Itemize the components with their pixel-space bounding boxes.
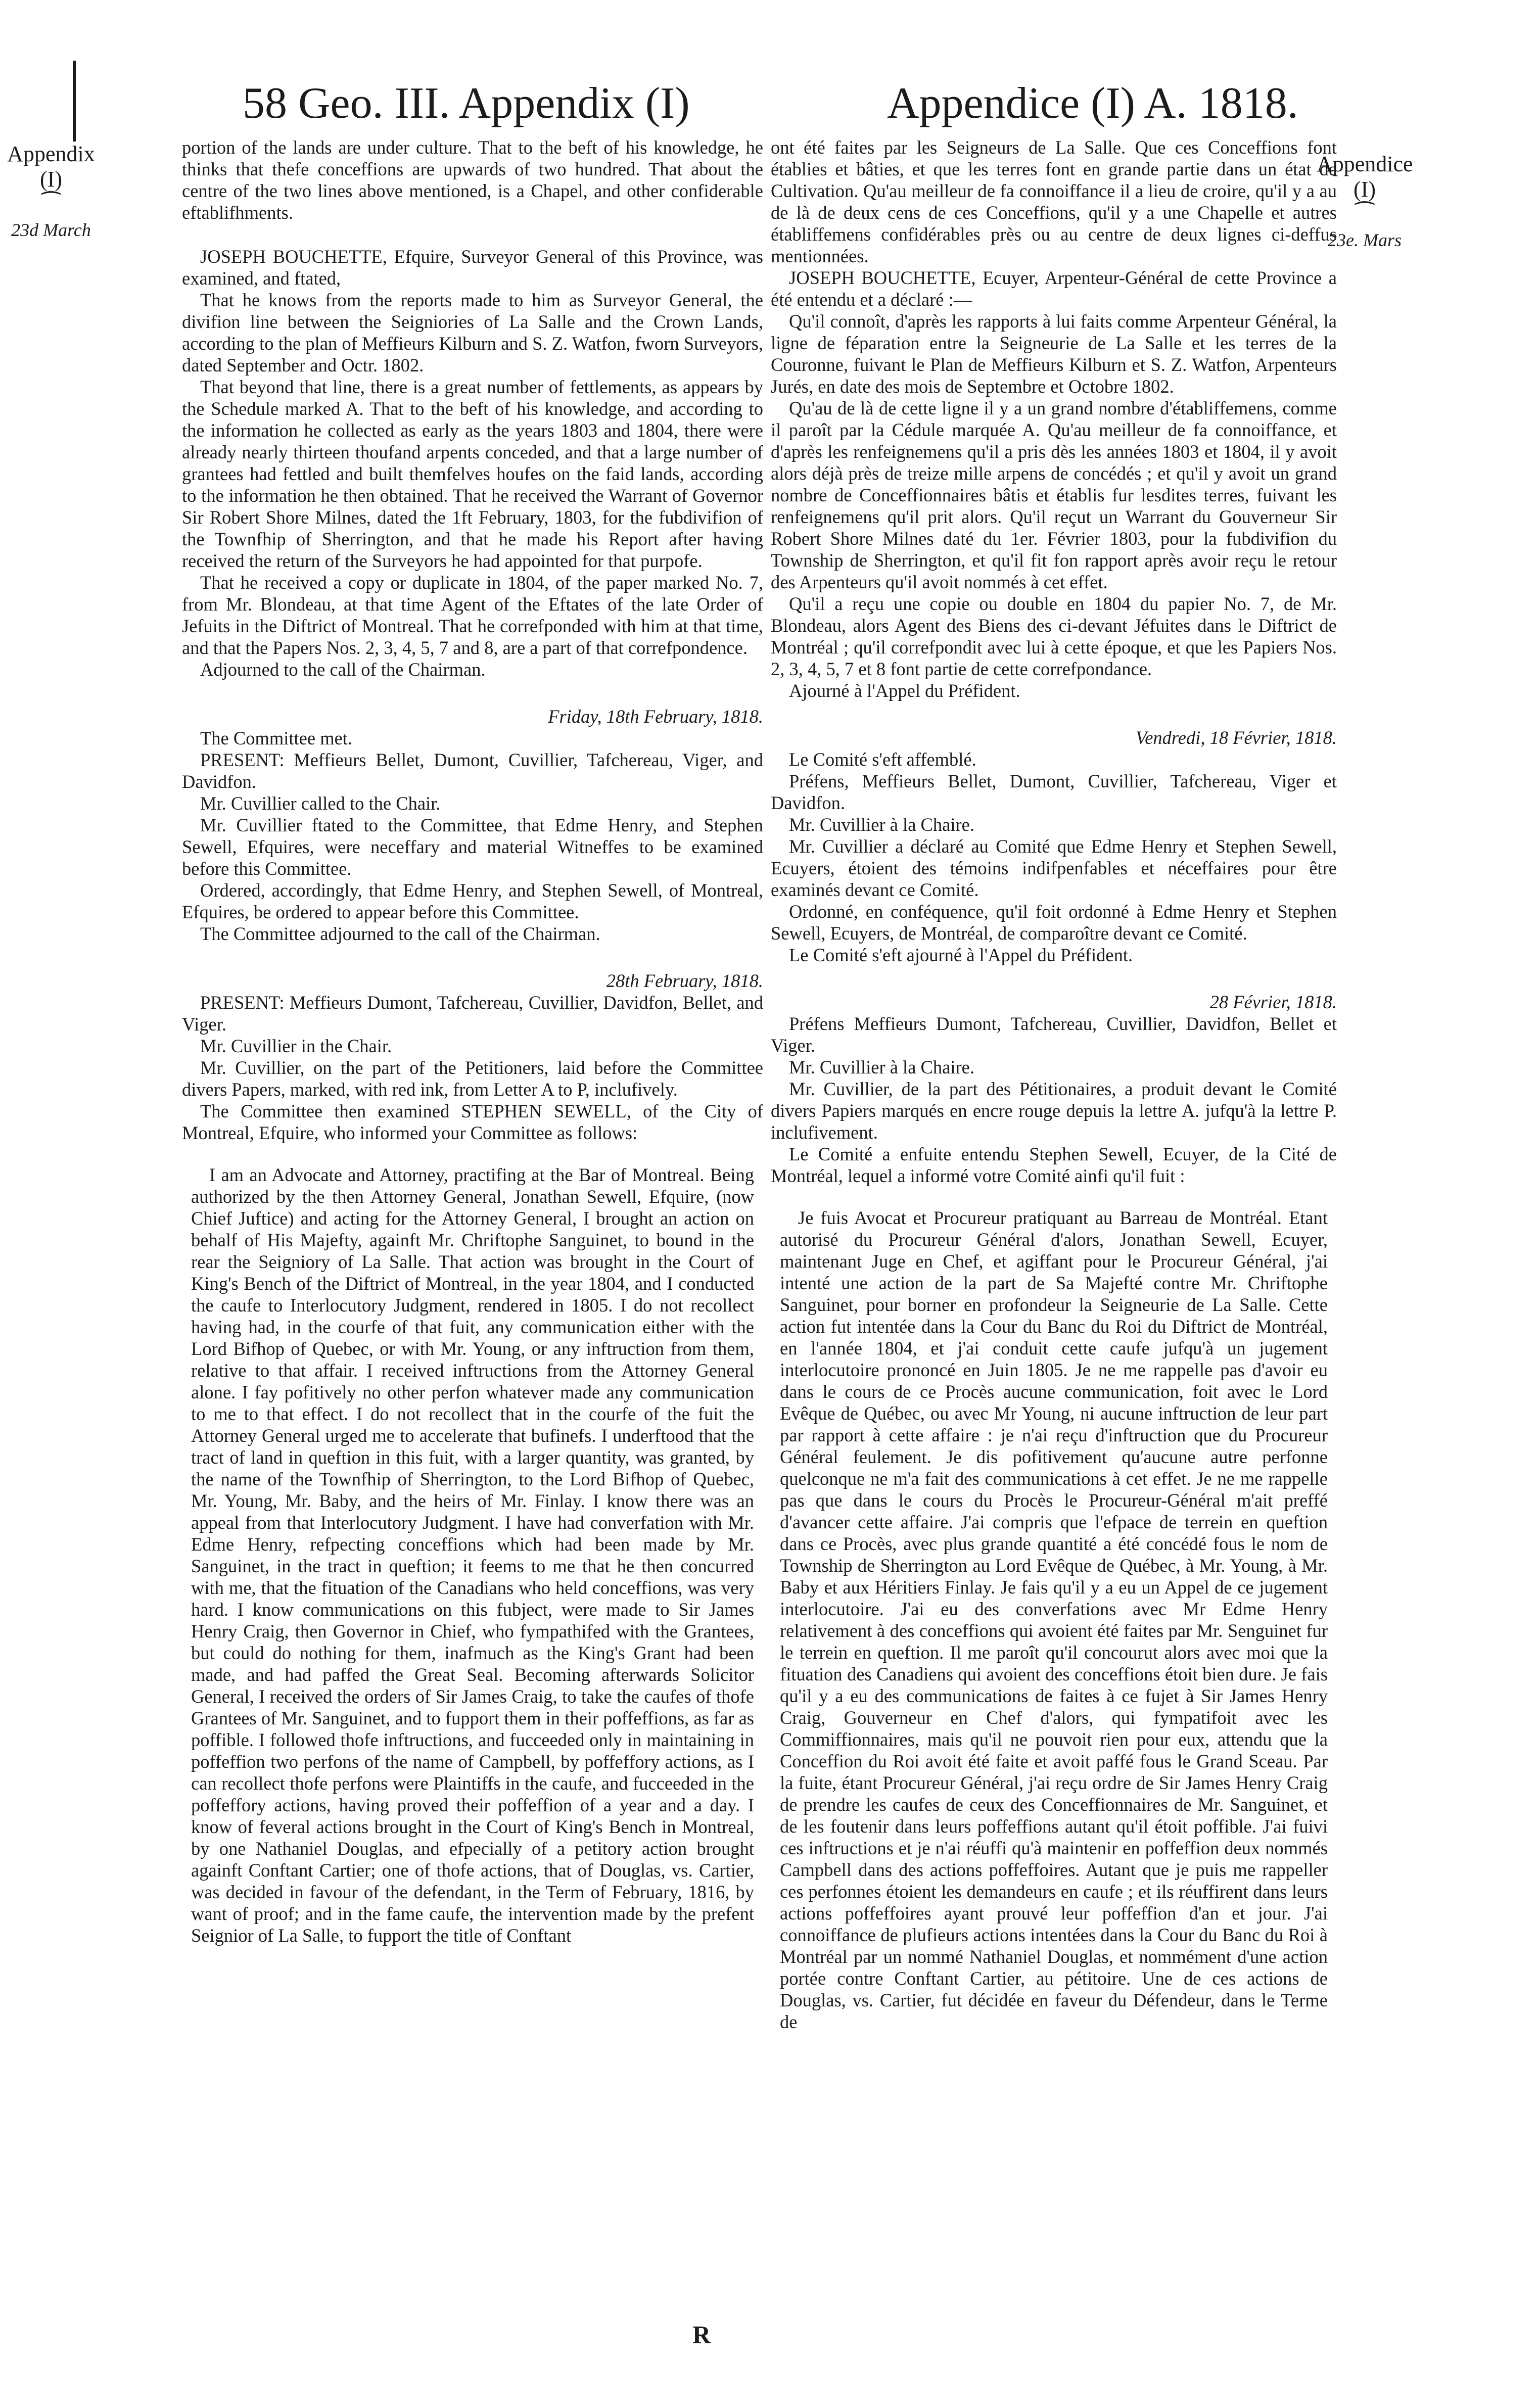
- margin-label: Appendice: [1317, 152, 1413, 176]
- sitting-date: Vendredi, 18 Février, 1818.: [1135, 727, 1337, 748]
- paragraph: Ajourné à l'Appel du Préfident.: [789, 680, 1020, 701]
- paragraph: JOSEPH BOUCHETTE, Efquire, Surveyor General of this Province, was examined, and ftated,: [182, 246, 763, 289]
- paragraph: Qu'au de là de cette ligne il y a un grand nombre d'établiffemens, comme il paroît par la Cédule marquée A. Qu'au meilleur de fa connoiffance, et d'après les renfeignemens qu'il a pris dès les années 1803 et 1804, il y avoit alors déjà près de treize mille arpens de concédés ; et qu'il y avoit un grand nombre de Conceffionnaires bâtis et établis fur lesdites terres, fuivant les renfeignemens qu'il prit alors. Qu'il reçut un Warrant du Gouverneur Sir Robert Shore Milnes daté du 1er. Février 1803, pour la fubdivifion du Township de Sherrington, et qu'il fit fon rapport après avoir reçu le retour des Arpenteurs qu'il avoit nommés à cet effet.: [771, 398, 1337, 592]
- margin-date: 23e. Mars: [1328, 230, 1402, 250]
- paragraph: The Committee met.: [200, 728, 353, 748]
- margin-sub: (I): [40, 167, 62, 192]
- paragraph: Mr. Cuvillier in the Chair.: [200, 1036, 392, 1056]
- paragraph: Préfens Meffieurs Dumont, Tafchereau, Cuvillier, Davidfon, Bellet et Viger.: [771, 1013, 1337, 1056]
- witness-statement: I am an Advocate and Attorney, practifing at the Bar of Montreal. Being authorized by the then Attorney General, Jonathan Sewell, Efquire, (now Chief Juftice) and acting for the Attorney General, I brought an action on behalf of His Majefty, againft Mr. Chriftophe Sanguinet, to bound in the rear the Seigniory of La Salle. That action was brought in the Court of King's Bench of the Diftrict of Montreal, in the year 1804, and I conducted the caufe to Interlocutory Judgment, rendered in 1805. I do not recollect having had, in the courfe of that fuit, any communication either with the Lord Bifhop of Quebec, or with Mr. Young, or any inftruction from them, relative to that affair. I received inftructions from the Attorney General alone. I fay pofitively no other perfon whatever made any communication to me to that effect. I do not recollect that in the courfe of the fuit the Attorney General urged me to accelerate that bufinefs. I underftood that the tract of land in queftion in this fuit, with a larger quantity, was granted, by the name of the Townfhip of Sherrington, to the Lord Bifhop of Quebec, Mr. Young, Mr. Baby, and the heirs of Mr. Finlay. I know there was an appeal from that Interlocutory Judgment. I have had converfation with Mr. Edme Henry, refpecting conceffions which had been made by Mr. Sanguinet, in the tract in queftion; it feems to me that he then concurred with me, that the fituation of the Canadians who held conceffions, was very hard. I know communications on this fubject, were made to Sir James Henry Craig, then Governor in Chief, who fympathifed with the Grantees, but could do nothing for them, inafmuch as the King's Grant had been made, and had paffed the Great Seal. Becoming afterwards Solicitor General, I received the orders of Sir James Craig, to take the caufes of thofe Grantees of Mr. Sanguinet, and to fupport them in their poffeffions, as far as poffible. I followed thofe inftructions, and fucceeded only in maintaining in poffeffion two perfons of the name of Campbell, by poffeffory actions, as I can recollect thofe perfons were Plaintiffs in the caufe, and fucceeded in the poffeffory actions, having proved their poffeffion of a year and a day. I know of feveral actions brought in the Court of King's Bench in Montreal, by one Nathaniel Douglas, and efpecially of a petitory action brought againft Conftant Cartier; one of thofe actions, that of Douglas, vs. Cartier, was decided in favour of the defendant, in the Term of February, 1816, by want of proof; and in the fame caufe, the intervention made by the prefent Seignior of La Salle, to fupport the title of Conftant: [191, 1164, 754, 1946]
- paragraph: Mr. Cuvillier, on the part of the Petitioners, laid before the Committee divers Papers, marked, with red ink, from Letter A to P, inclufively.: [182, 1057, 763, 1100]
- margin-flourish: ⁀: [42, 192, 60, 217]
- paragraph: Le Comité a enfuite entendu Stephen Sewell, Ecuyer, de la Cité de Montréal, lequel a informé votre Comité ainfi qu'il fuit :: [771, 1144, 1337, 1186]
- paragraph: ont été faites par les Seigneurs de La Salle. Que ces Conceffions font établies et bâties, et que les terres font en grande partie dans un état de Cultivation. Qu'au meilleur de fa connoiffance il a lieu de croire, qu'il y a au de là de deux cens de ces Conceffions, qu'il y a une Chapelle et autres établiffemens confidérables près ou au centre de deux lignes ci-deffus mentionnées.: [771, 137, 1337, 266]
- margin-rule: [73, 61, 76, 142]
- paragraph: Le Comité s'eft ajourné à l'Appel du Préfident.: [789, 945, 1133, 965]
- margin-note-english: [3, 142, 99, 243]
- sitting-date: 28th February, 1818.: [606, 970, 763, 991]
- paragraph: Le Comité s'eft affemblé.: [789, 749, 976, 770]
- paragraph: PRESENT: Meffieurs Bellet, Dumont, Cuvillier, Tafchereau, Viger, and Davidfon.: [182, 749, 763, 792]
- paragraph: Préfens, Meffieurs Bellet, Dumont, Cuvillier, Tafchereau, Viger et Davidfon.: [771, 771, 1337, 813]
- paragraph: Qu'il a reçu une copie ou double en 1804 du papier No. 7, de Mr. Blondeau, alors Agent des Biens des ci-devant Jéfuites dans le Diftrict de Montréal ; qu'il correfpondit avec lui à cette époque, et que les Papiers Nos. 2, 3, 4, 5, 7 et 8 font partie de cette correfpondance.: [771, 593, 1337, 679]
- french-column: [771, 136, 1337, 2033]
- paragraph: Mr. Cuvillier ftated to the Committee, that Edme Henry, and Stephen Sewell, Efquires, were neceffary and material Witneffes to be examined before this Committee.: [182, 815, 763, 879]
- paragraph: Mr. Cuvillier à la Chaire.: [789, 1057, 974, 1077]
- paragraph: PRESENT: Meffieurs Dumont, Tafchereau, Cuvillier, Davidfon, Bellet, and Viger.: [182, 992, 763, 1035]
- paragraph: The Committee then examined STEPHEN SEWELL, of the City of Montreal, Efquire, who informed your Committee as follows:: [182, 1101, 763, 1143]
- margin-date: 23d March: [11, 220, 91, 240]
- paragraph: That beyond that line, there is a great number of fettlements, as appears by the Schedule marked A. That to the beft of his knowledge, and according to the information he collected as early as the years 1803 and 1804, there were already nearly thirteen thoufand arpents conceded, and that a large number of grantees had fettled and built themfelves houfes on the faid lands, according to the information he then obtained. That he received the Warrant of Governor Sir Robert Shore Milnes, dated the 1ft February, 1803, for the fubdivifion of the Townfhip of Sherrington, and that he made his Report after having received the return of the Surveyors he had appointed for that purpofe.: [182, 377, 763, 571]
- paragraph: JOSEPH BOUCHETTE, Ecuyer, Arpenteur-Général de cette Province a été entendu et a déclaré :—: [771, 267, 1337, 310]
- sitting-date: Friday, 18th February, 1818.: [548, 706, 763, 727]
- paragraph: Qu'il connoît, d'après les rapports à lui faits comme Arpenteur Général, la ligne de féparation entre la Seigneurie de La Salle et les terres de la Couronne, fuivant le Plan de Meffieurs Kilburn et S. Z. Watfon, Arpenteurs Jurés, en date des mois de Septembre et Octobre 1802.: [771, 311, 1337, 397]
- paragraph: The Committee adjourned to the call of the Chairman.: [200, 923, 600, 944]
- english-column: [182, 136, 763, 1946]
- paragraph: portion of the lands are under culture. That to the beft of his knowledge, he thinks that thefe conceffions are upwards of two hundred. That about the centre of the two lines above mentioned, is a Chapel, and other confiderable eftablifhments.: [182, 137, 763, 223]
- paragraph: Mr. Cuvillier à la Chaire.: [789, 814, 974, 835]
- margin-sub: (I): [1354, 177, 1376, 202]
- running-head-english: 58 Geo. III. Appendix (I): [243, 79, 690, 128]
- paragraph: Adjourned to the call of the Chairman.: [200, 659, 486, 680]
- paragraph: Ordered, accordingly, that Edme Henry, and Stephen Sewell, of Montreal, Efquires, be ordered to appear before this Committee.: [182, 880, 763, 922]
- sitting-date: 28 Février, 1818.: [1209, 992, 1337, 1012]
- running-head-french: Appendice (I) A. 1818.: [887, 79, 1298, 128]
- paragraph: That he received a copy or duplicate in 1804, of the paper marked No. 7, from Mr. Blondeau, at that time Agent of the Eftates of the late Order of Jefuits in the Diftrict of Montreal. That he correfponded with him at that time, and that the Papers Nos. 2, 3, 4, 5, 7 and 8, are a part of that correfpondence.: [182, 572, 763, 658]
- paragraph: That he knows from the reports made to him as Surveyor General, the divifion line between the Seigniories of La Salle and the Crown Lands, according to the plan of Meffieurs Kilburn and S. Z. Watfon, fworn Surveyors, dated September and Octr. 1802.: [182, 290, 763, 376]
- margin-label: Appendix: [7, 142, 95, 166]
- catchword: R: [692, 2320, 711, 2349]
- paragraph: Mr. Cuvillier called to the Chair.: [200, 793, 441, 814]
- witness-statement: Je fuis Avocat et Procureur pratiquant au Barreau de Montréal. Etant autorisé du Procureur Général d'alors, Jonathan Sewell, Ecuyer, maintenant Juge en Chef, et agiffant pour le Procureur Général, j'ai intenté une action de la part de Sa Majefté contre Mr. Chriftophe Sanguinet, pour borner en profondeur la Seigneurie de La Salle. Cette action fut intentée dans la Cour du Banc du Roi du Diftrict de Montréal, en l'année 1804, et j'ai conduit cette caufe jufqu'à un jugement interlocutoire prononcé en Juin 1805. Je ne me rappelle pas d'avoir eu dans le cours de ce Procès aucune communication, foit avec le Lord Evêque de Québec, ou avec Mr Young, ni aucune inftruction de leur part par rapport à cette affaire : je n'ai reçu d'inftruction que du Procureur Général feulement. Je dis pofitivement qu'aucune autre perfonne quelconque ne m'a fait des communications à cet effet. Je ne me rappelle pas que dans le cours du Procès le Procureur-Général m'ait preffé d'avancer cette affaire. J'ai compris que l'efpace de terrein en queftion dans ce Procès, avec plus grande quantité a été concédé fous le nom de Township de Sherrington au Lord Evêque de Québec, à Mr. Young, à Mr. Baby et aux Héritiers Finlay. Je fais qu'il y a eu un Appel de ce jugement interlocutoire. J'ai eu des converfations avec Mr Edme Henry relativement à des conceffions qui avoient été faites par Mr. Senguinet fur le terrein en queftion. Il me paroît qu'il concourut alors avec moi que la fituation des Canadiens qui avoient des conceffions étoit bien dure. Je fais qu'il y a eu des communications de faites à ce fujet à Sir James Henry Craig, Gouverneur en Chef d'alors, qui fympatifoit avec les Commiffionnaires, mais qu'il ne pouvoit rien pour eux, attendu que la Conceffion du Roi avoit été faite et avoit paffé fous le Grand Sceau. Par la fuite, étant Procureur Général, j'ai reçu ordre de Sir James Henry Craig de prendre les caufes de ceux des Conceffionnaires de Mr. Sanguinet, et de les foutenir dans leurs poffeffions autant qu'il étoit poffible. J'ai fuivi ces inftructions et je n'ai réuffi qu'à maintenir en poffeffion deux nommés Campbell dans des actions poffeffoires. Autant que je puis me rappeller ces perfonnes étoient les demandeurs en caufe ; et ils réuffirent dans leurs actions poffeffoires ayant prouvé leur poffeffion d'an et jour. J'ai connoiffance de plufieurs actions intentées dans la Cour du Banc du Roi à Montréal par un nommé Nathaniel Douglas, et nommément d'une action portée contre Conftant Cartier, au pétitoire. Une de ces actions de Douglas, vs. Cartier, fut décidée en faveur du Défendeur, dans le Terme de: [780, 1207, 1328, 2032]
- paragraph: Mr. Cuvillier a déclaré au Comité que Edme Henry et Stephen Sewell, Ecuyers, étoient des témoins indifpenfables et néceffaires pour être examinés devant ce Comité.: [771, 836, 1337, 900]
- paragraph: Ordonné, en conféquence, qu'il foit ordonné à Edme Henry et Stephen Sewell, Ecuyers, de Montréal, de comparoître devant ce Comité.: [771, 901, 1337, 944]
- paragraph: Mr. Cuvillier, de la part des Pétitionaires, a produit devant le Comité divers Papiers marqués en encre rouge depuis la lettre A. jufqu'à la lettre P. inclufivement.: [771, 1079, 1337, 1143]
- margin-flourish: ⁀: [1356, 202, 1374, 227]
